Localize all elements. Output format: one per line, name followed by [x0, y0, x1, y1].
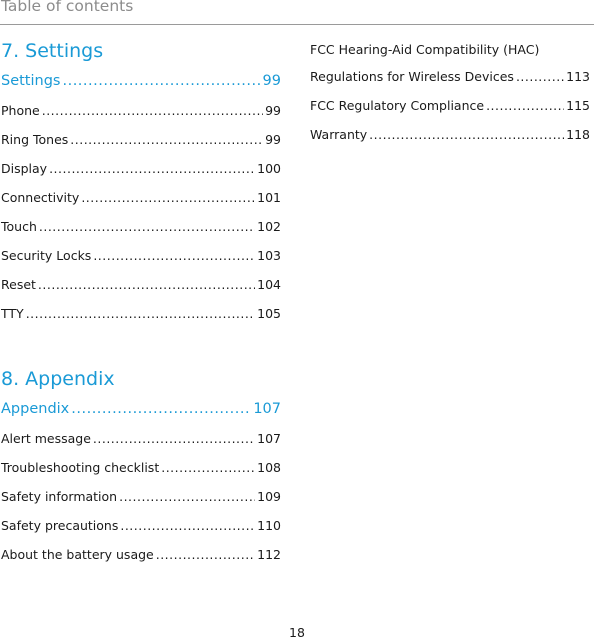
- entry-label: FCC Regulatory Compliance: [310, 98, 485, 113]
- entry-label: About the battery usage: [1, 547, 154, 562]
- entry-label: Alert message: [1, 431, 91, 446]
- toc-entry[interactable]: [1, 125, 281, 154]
- entry-page: 104: [257, 277, 281, 292]
- header-title: Table of contents: [1, 0, 134, 15]
- dot-leader: [26, 299, 255, 328]
- toc-entry[interactable]: [1, 270, 281, 299]
- toc-entry[interactable]: [1, 241, 281, 270]
- toc-entry[interactable]: [1, 154, 281, 183]
- entry-page: 99: [265, 103, 281, 118]
- toc-entry[interactable]: [310, 91, 590, 120]
- chapter-title: 8. Appendix: [1, 368, 115, 390]
- dot-leader: [369, 120, 564, 149]
- section-label: Appendix: [1, 401, 70, 417]
- toc-entry[interactable]: [1, 540, 281, 569]
- entry-label: Safety information: [1, 489, 118, 504]
- dot-leader: [93, 241, 255, 270]
- dot-leader: [81, 183, 255, 212]
- dot-leader: [486, 91, 564, 120]
- entry-page: 112: [257, 547, 281, 562]
- dot-leader: [120, 511, 255, 540]
- chapter-gap: [1, 328, 281, 364]
- entry-label: TTY: [1, 306, 24, 321]
- dot-leader: [70, 125, 263, 154]
- section-page: 107: [253, 401, 281, 417]
- dot-leader: [71, 394, 251, 424]
- entry-label: Touch: [1, 219, 37, 234]
- entry-page: 100: [257, 161, 281, 176]
- toc-entry[interactable]: [1, 453, 281, 482]
- dot-leader: [42, 96, 263, 125]
- toc-entry[interactable]: [1, 96, 281, 125]
- entry-label: Connectivity: [1, 190, 80, 205]
- dot-leader: [39, 212, 255, 241]
- entry-page: 113: [566, 69, 590, 84]
- entry-page: 107: [257, 431, 281, 446]
- entry-label: Phone: [1, 103, 40, 118]
- toc-entry[interactable]: [1, 511, 281, 540]
- toc-entry[interactable]: [310, 120, 590, 149]
- dot-leader: [49, 154, 255, 183]
- entry-label: Warranty: [310, 127, 368, 142]
- dot-leader: [119, 482, 255, 511]
- chapter-title: 7. Settings: [1, 40, 104, 62]
- entry-page: 101: [257, 190, 281, 205]
- toc-entry[interactable]: [1, 424, 281, 453]
- dot-leader: [161, 453, 255, 482]
- entry-label: Safety precautions: [1, 518, 119, 533]
- entry-page: 110: [257, 518, 281, 533]
- entry-label: Security Locks: [1, 248, 92, 263]
- entry-page: 108: [257, 460, 281, 475]
- toc-entry[interactable]: [1, 299, 281, 328]
- section-page: 99: [262, 73, 281, 89]
- toc-entry[interactable]: [1, 482, 281, 511]
- entry-label: Regulations for Wireless Devices: [310, 69, 514, 84]
- dot-leader: [38, 270, 255, 299]
- toc-left-column: [1, 36, 281, 569]
- entry-label: Display: [1, 161, 48, 176]
- entry-page: 99: [265, 132, 281, 147]
- entry-page: 103: [257, 248, 281, 263]
- entry-label: Reset: [1, 277, 36, 292]
- section-link-appendix[interactable]: [1, 394, 281, 424]
- entry-page: 102: [257, 219, 281, 234]
- entry-page: 115: [566, 98, 590, 113]
- header-rule: [0, 24, 594, 25]
- entry-label: Troubleshooting checklist: [1, 460, 160, 475]
- entry-label: Ring Tones: [1, 132, 69, 147]
- entry-page: 105: [257, 306, 281, 321]
- dot-leader: [93, 424, 255, 453]
- dot-leader: [156, 540, 255, 569]
- toc-entry[interactable]: [1, 212, 281, 241]
- dot-leader: [516, 62, 564, 91]
- toc-right-column: [310, 38, 590, 149]
- page-number: 18: [289, 625, 305, 640]
- entry-label-line1[interactable]: FCC Hearing-Aid Compatibility (HAC): [310, 42, 540, 57]
- entry-page: 109: [257, 489, 281, 504]
- toc-entry[interactable]: [1, 183, 281, 212]
- toc-entry[interactable]: [310, 62, 590, 91]
- dot-leader: [62, 66, 260, 96]
- section-label: Settings: [1, 73, 61, 89]
- section-link-settings[interactable]: [1, 66, 281, 96]
- entry-page: 118: [566, 127, 590, 142]
